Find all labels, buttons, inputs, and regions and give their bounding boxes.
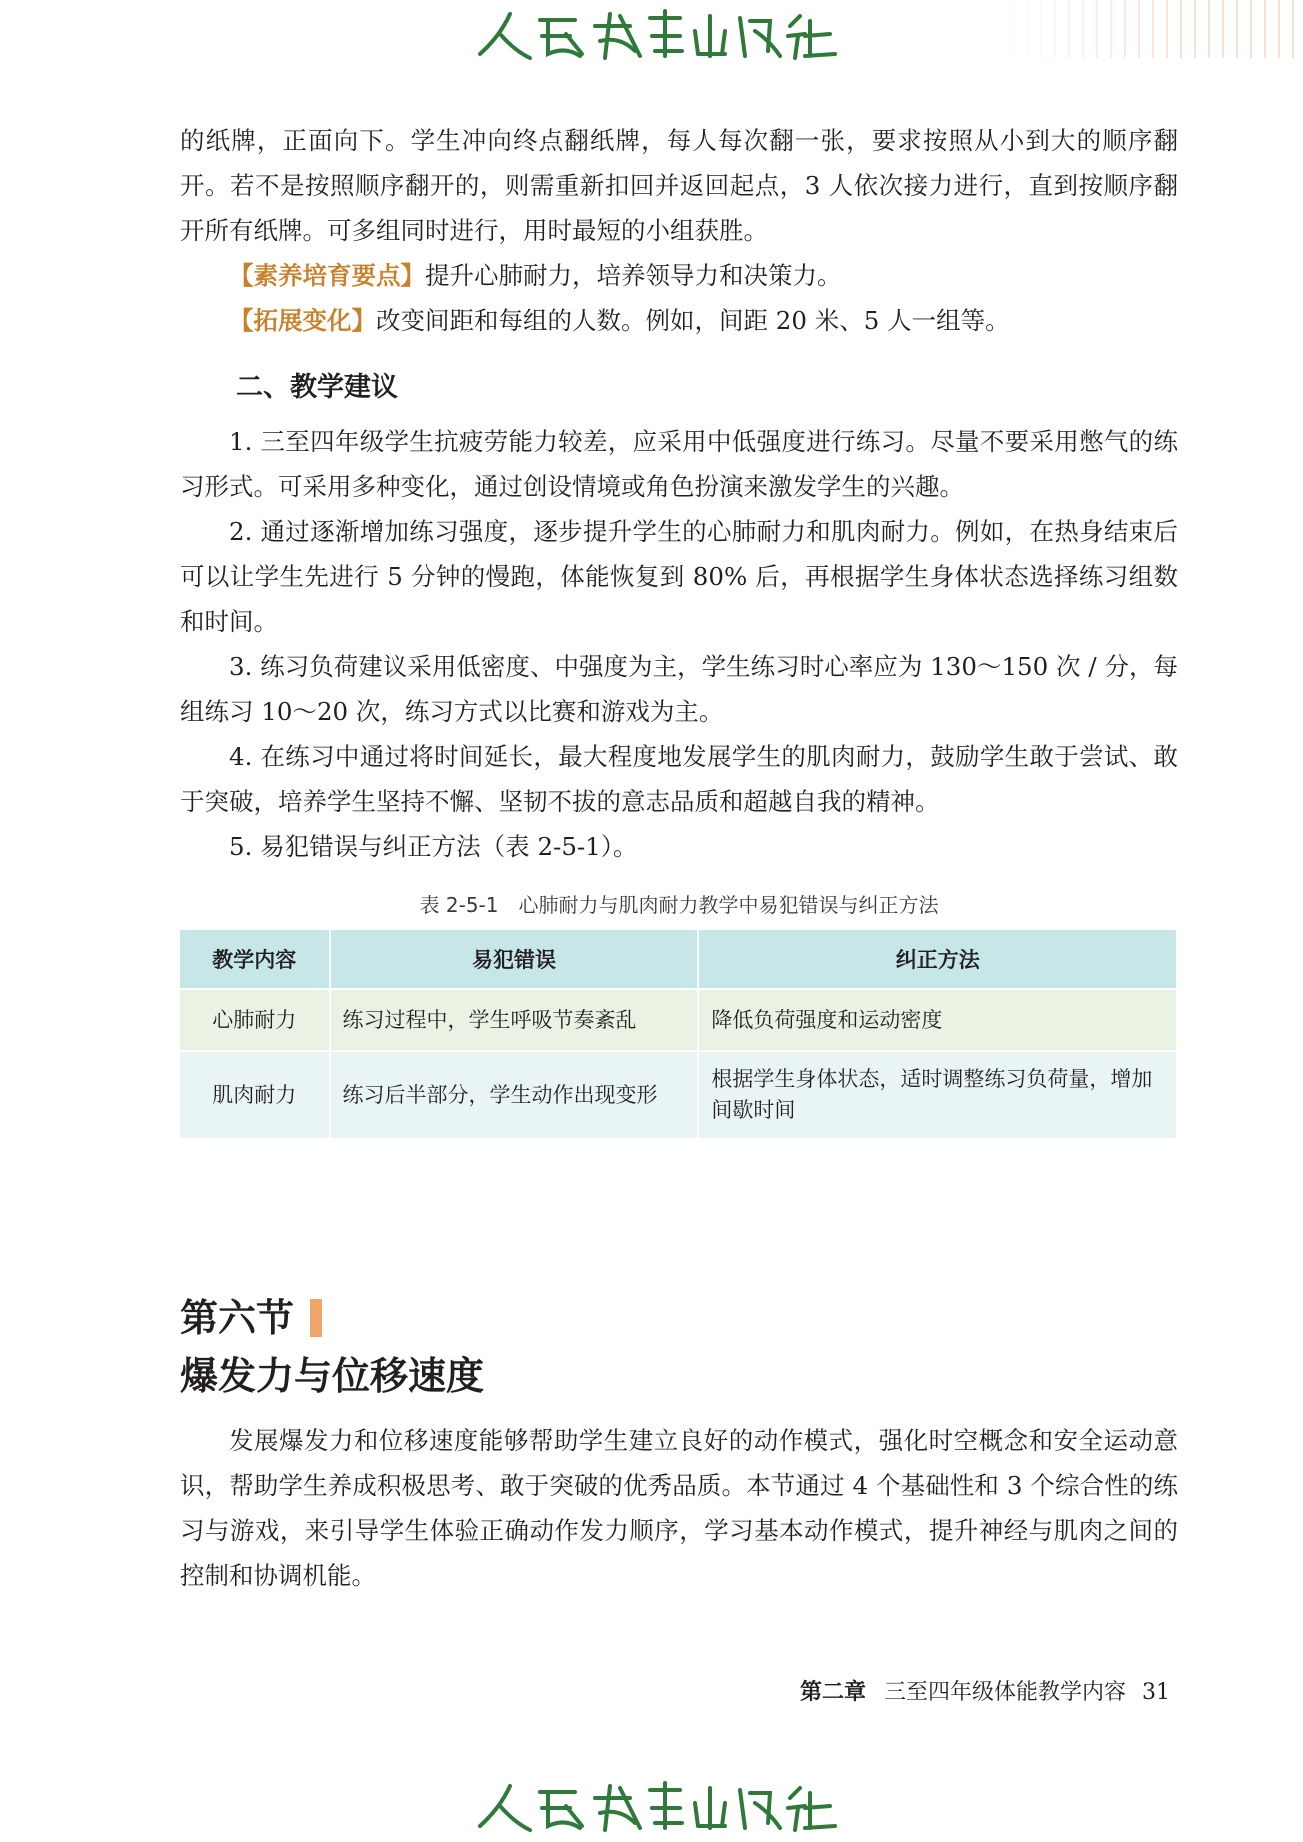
suggestion-item: 3. 练习负荷建议采用低密度、中强度为主，学生练习时心率应为 130～150 次 / 分，每组练习 10～20 次，练习方式以比赛和游戏为主。 xyxy=(180,652,1178,726)
error-correction-table xyxy=(180,930,1178,1140)
table-header: 易犯错误 xyxy=(330,930,699,989)
section-heading xyxy=(180,1290,484,1406)
section-accent-bar xyxy=(310,1299,322,1337)
key-points-label: 【素养培育要点】 xyxy=(229,261,425,290)
key-points-text: 提升心肺耐力，培养领导力和决策力。 xyxy=(425,261,842,290)
page-footer xyxy=(800,1675,1170,1706)
continuation-paragraph: 的纸牌，正面向下。学生冲向终点翻纸牌，每人每次翻一张，要求按照从小到大的顺序翻开。若不是按照顺序翻开的，则需重新扣回并返回起点，3 人依次接力进行，直到按顺序翻开所有纸牌。可多组同时进行，用时最短的小组获胜。 xyxy=(180,126,1178,245)
table-cell: 练习过程中，学生呼吸节奏紊乱 xyxy=(330,989,699,1051)
key-points-paragraph xyxy=(180,253,1178,298)
table-header: 纠正方法 xyxy=(698,930,1177,989)
table-cell: 肌肉耐力 xyxy=(180,1051,330,1139)
suggestion-item: 1. 三至四年级学生抗疲劳能力较差，应采用中低强度进行练习。尽量不要采用憋气的练习形式。可采用多种变化，通过创设情境或角色扮演来激发学生的兴趣。 xyxy=(180,427,1178,501)
section-number: 第六节 xyxy=(180,1296,295,1340)
corner-decoration xyxy=(998,0,1303,58)
suggestion-item: 5. 易犯错误与纠正方法（表 2-5-1）。 xyxy=(229,832,638,861)
chapter-title: 三至四年级体能教学内容 xyxy=(883,1680,1126,1705)
variation-label: 【拓展变化】 xyxy=(229,306,376,335)
table-cell: 降低负荷强度和运动密度 xyxy=(698,989,1177,1051)
table-cell: 心肺耐力 xyxy=(180,989,330,1051)
variation-text: 改变间距和每组的人数。例如，间距 20 米、5 人一组等。 xyxy=(376,306,1010,335)
section-intro: 发展爆发力和位移速度能够帮助学生建立良好的动作模式，强化时空概念和安全运动意识，帮助学生养成积极思考、敢于突破的优秀品质。本节通过 4 个基础性和 3 个综合性的练习与游戏，来引导学生体验正确动作发力顺序，学习基本动作模式，提升神经与肌肉之间的控制和协调机能。 xyxy=(180,1426,1178,1590)
table-header: 教学内容 xyxy=(180,930,330,989)
suggestion-item: 2. 通过逐渐增加练习强度，逐步提升学生的心肺耐力和肌肉耐力。例如，在热身结束后可以让学生先进行 5 分钟的慢跑，体能恢复到 80% 后，再根据学生身体状态选择练习组数和时间。 xyxy=(180,517,1178,636)
page-content xyxy=(180,118,1178,1140)
section-body xyxy=(180,1418,1178,1598)
page-number: 31 xyxy=(1142,1680,1170,1705)
section-title: 爆发力与位移速度 xyxy=(180,1354,485,1398)
publisher-logo xyxy=(470,6,840,66)
suggestion-item: 4. 在练习中通过将时间延长，最大程度地发展学生的肌肉耐力，鼓励学生敢于尝试、敢于突破，培养学生坚持不懈、坚韧不拔的意志品质和超越自我的精神。 xyxy=(180,742,1178,816)
publisher-logo-bottom xyxy=(470,1778,840,1838)
table-row xyxy=(180,989,1177,1051)
table-row xyxy=(180,1051,1177,1139)
teaching-heading: 二、教学建议 xyxy=(236,372,398,403)
variation-paragraph xyxy=(180,298,1178,343)
table-caption: 表 2-5-1 心肺耐力与肌肉耐力教学中易犯错误与纠正方法 xyxy=(419,893,939,917)
table-cell: 练习后半部分，学生动作出现变形 xyxy=(330,1051,699,1139)
table-cell: 根据学生身体状态，适时调整练习负荷量，增加间歇时间 xyxy=(698,1051,1177,1139)
chapter-label: 第二章 xyxy=(799,1679,866,1705)
